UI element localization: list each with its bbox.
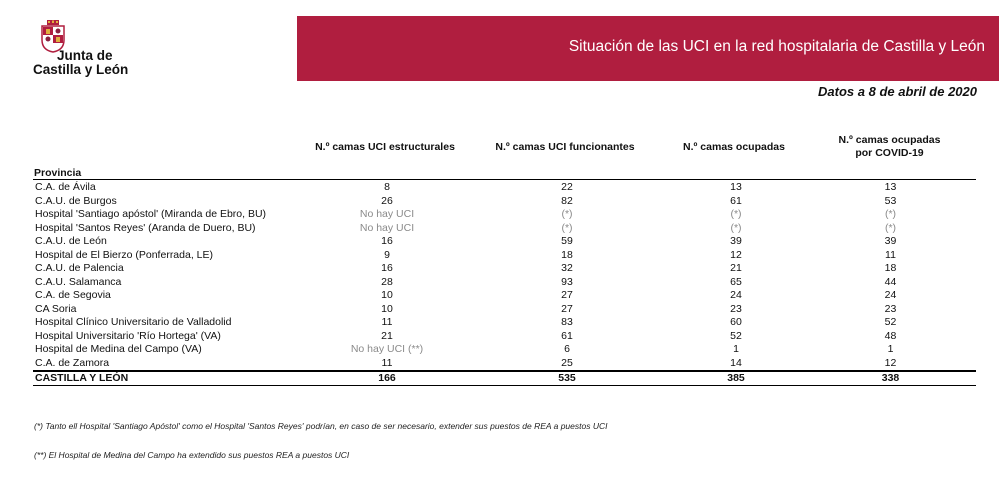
uci-table	[33, 181, 976, 386]
structural-cell: 26	[381, 194, 393, 207]
col-header-occupied: N.º camas ocupadas	[683, 141, 785, 153]
col-header-province: Provincia	[34, 167, 82, 179]
structural-cell: 21	[381, 329, 393, 342]
structural-cell: 8	[384, 181, 390, 193]
functional-cell: 61	[561, 329, 573, 342]
province-cell: Hospital Clínico Universitario de Valladolid	[35, 316, 232, 328]
col-header-covid-line2: por COVID-19	[855, 147, 924, 159]
covid-cell: 48	[884, 329, 897, 342]
functional-cell: 82	[561, 194, 573, 207]
covid-cell: 52	[884, 316, 897, 328]
functional-cell: 25	[561, 356, 573, 369]
province-cell: C.A.U. de Burgos	[35, 194, 117, 207]
page-title: Situación de las UCI en la red hospitalaria de Castilla y León	[568, 38, 985, 55]
title-banner	[297, 16, 999, 81]
functional-cell: 59	[561, 235, 573, 247]
structural-cell: 10	[381, 289, 393, 301]
logo-line-1: Junta de	[57, 48, 113, 63]
occupied-cell: (*)	[730, 208, 742, 220]
occupied-cell: 65	[730, 275, 742, 288]
functional-cell: 18	[561, 248, 573, 261]
table-row	[33, 276, 976, 290]
province-cell: Hospital Universitario 'Río Hortega' (VA)	[35, 329, 221, 342]
occupied-cell: 1	[733, 343, 739, 355]
occupied-cell: 39	[730, 235, 742, 247]
structural-cell: 11	[381, 316, 393, 328]
functional-cell: 32	[561, 262, 573, 274]
province-cell: Hospital 'Santos Reyes' (Aranda de Duero, BU)	[35, 221, 256, 234]
total-row	[33, 371, 976, 386]
province-cell: C.A. de Segovia	[35, 289, 111, 301]
functional-cell: 93	[561, 275, 573, 288]
structural-cell: 166	[307, 371, 467, 386]
logo-line-2: Castilla y León	[33, 62, 129, 77]
province-cell: C.A. de Ávila	[35, 181, 96, 193]
occupied-cell: 21	[730, 262, 742, 274]
table-row	[33, 289, 976, 303]
structural-cell: 10	[381, 302, 393, 315]
covid-cell: 44	[884, 275, 897, 288]
province-cell: C.A. de Zamora	[35, 356, 110, 369]
logo-text	[33, 49, 128, 77]
structural-cell: No hay UCI	[359, 208, 415, 220]
province-cell: Hospital de El Bierzo (Ponferrada, LE)	[35, 248, 214, 261]
occupied-cell: 24	[730, 289, 742, 301]
footnote-2: (**) El Hospital de Medina del Campo ha extendido sus puestos REA a puestos UCI	[34, 450, 350, 460]
structural-cell: No hay UCI (**)	[350, 343, 424, 355]
table-row	[33, 303, 976, 317]
covid-cell: 18	[884, 262, 897, 274]
table-row	[33, 222, 976, 236]
structural-cell: 16	[381, 235, 393, 247]
functional-cell: 83	[561, 316, 573, 328]
province-cell: C.A.U. Salamanca	[35, 275, 122, 288]
report-date: Datos a 8 de abril de 2020	[818, 84, 977, 99]
table-row	[33, 181, 976, 195]
occupied-cell: 61	[730, 194, 742, 207]
covid-cell: 1	[887, 343, 894, 355]
occupied-cell: (*)	[730, 221, 742, 234]
covid-cell: 39	[884, 235, 897, 247]
occupied-cell: 60	[730, 316, 742, 328]
province-cell: Hospital de Medina del Campo (VA)	[35, 343, 202, 355]
occupied-cell: 14	[730, 356, 742, 369]
table-row	[33, 195, 976, 209]
structural-cell: 28	[381, 275, 393, 288]
functional-cell: 6	[564, 343, 570, 355]
table-row	[33, 357, 976, 372]
structural-cell: 11	[381, 356, 393, 369]
col-header-covid-line1: N.º camas ocupadas	[838, 134, 941, 146]
col-header-structural: N.º camas UCI estructurales	[315, 141, 455, 153]
table-row	[33, 316, 976, 330]
table-row	[33, 262, 976, 276]
occupied-cell: 23	[730, 302, 742, 315]
occupied-cell: 12	[730, 248, 742, 261]
covid-cell: 11	[885, 248, 896, 261]
covid-cell: (*)	[884, 208, 897, 220]
footnote-1: (*) Tanto ell Hospital 'Santiago Apóstol' como el Hospital 'Santos Reyes' podrían, en caso de ser necesario, extender sus puestos de REA a puestos UCI	[34, 421, 608, 431]
table-row	[33, 235, 976, 249]
province-cell: C.A.U. de León	[35, 235, 107, 247]
structural-cell: 9	[384, 248, 390, 261]
functional-cell: 22	[561, 181, 573, 193]
col-header-functional: N.º camas UCI funcionantes	[495, 141, 635, 153]
functional-cell: 27	[561, 302, 573, 315]
covid-cell: 12	[884, 356, 897, 369]
functional-cell: 27	[561, 289, 573, 301]
covid-cell: (*)	[884, 221, 897, 234]
covid-cell: 13	[884, 181, 897, 193]
occupied-cell: 13	[730, 181, 742, 193]
province-cell: Hospital 'Santiago apóstol' (Miranda de Ebro, BU)	[35, 208, 267, 220]
structural-cell: No hay UCI	[359, 221, 415, 234]
covid-cell: 53	[884, 194, 897, 207]
occupied-cell: 52	[730, 329, 742, 342]
covid-cell: 338	[805, 371, 976, 386]
province-cell: CASTILLA Y LEÓN	[33, 371, 307, 386]
table-row	[33, 343, 976, 357]
header-rule	[33, 179, 976, 180]
structural-cell: 16	[381, 262, 393, 274]
covid-cell: 24	[884, 289, 897, 301]
functional-cell: 535	[467, 371, 667, 386]
covid-cell: 23	[884, 302, 897, 315]
table-row	[33, 330, 976, 344]
uci-table-body	[33, 181, 976, 386]
table-row	[33, 249, 976, 263]
col-header-covid	[803, 134, 976, 160]
table-row	[33, 208, 976, 222]
occupied-cell: 385	[667, 371, 805, 386]
functional-cell: (*)	[561, 208, 573, 220]
junta-logo	[33, 20, 143, 80]
functional-cell: (*)	[561, 221, 573, 234]
province-cell: CA Soria	[35, 302, 77, 315]
province-cell: C.A.U. de Palencia	[35, 262, 124, 274]
